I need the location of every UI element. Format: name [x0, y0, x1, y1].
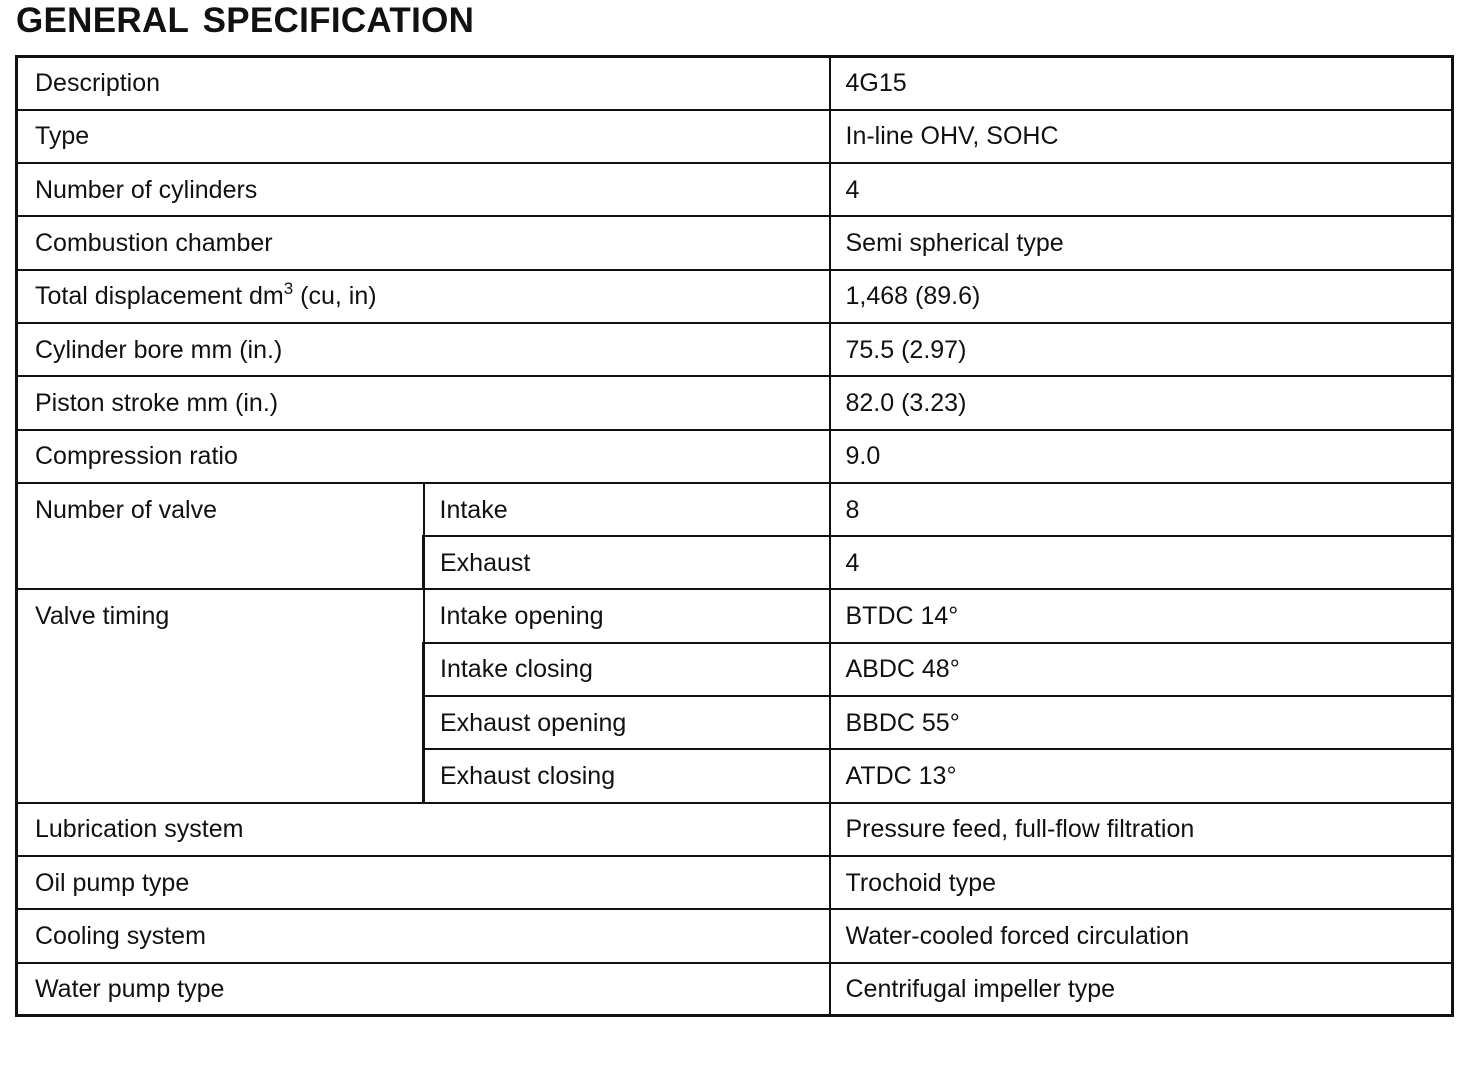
- row-label-water-pump: Water pump type: [17, 963, 830, 1016]
- row-label-stroke: Piston stroke mm (in.): [17, 376, 830, 429]
- sub-label-valves-intake: Intake: [424, 483, 830, 536]
- table-row: [17, 483, 1453, 536]
- table-row: [17, 909, 1453, 962]
- row-label-timing: Valve timing: [17, 589, 424, 802]
- table-row: [17, 57, 1453, 110]
- row-label-oil-pump: Oil pump type: [17, 856, 830, 909]
- row-label-valves: Number of valve: [17, 483, 424, 590]
- table-row: [17, 270, 1453, 323]
- sub-label-exhaust-closing: Exhaust closing: [424, 749, 830, 802]
- specification-table: [15, 55, 1454, 1017]
- row-value-type: In-line OHV, SOHC: [830, 110, 1453, 163]
- table-row: [17, 963, 1453, 1016]
- row-value-water-pump: Centrifugal impeller type: [830, 963, 1453, 1016]
- table-row: [17, 216, 1453, 269]
- row-value-valves-exhaust: 4: [830, 536, 1453, 589]
- row-value-lubrication: Pressure feed, full-flow filtration: [830, 803, 1453, 856]
- table-row: [17, 323, 1453, 376]
- table-row: [17, 856, 1453, 909]
- row-label-lubrication: Lubrication system: [17, 803, 830, 856]
- row-label-description: Description: [17, 57, 830, 110]
- row-label-combustion: Combustion chamber: [17, 216, 830, 269]
- sub-label-exhaust-opening: Exhaust opening: [424, 696, 830, 749]
- sub-label-intake-closing: Intake closing: [424, 643, 830, 696]
- row-value-exhaust-closing: ATDC 13°: [830, 749, 1453, 802]
- table-row: [17, 110, 1453, 163]
- row-value-compression: 9.0: [830, 430, 1453, 483]
- row-label-cylinders: Number of cylinders: [17, 163, 830, 216]
- table-row: [17, 430, 1453, 483]
- row-value-displacement: 1,468 (89.6): [830, 270, 1453, 323]
- displacement-label-text: Total displacement dm: [35, 282, 284, 311]
- row-value-exhaust-opening: BBDC 55°: [830, 696, 1453, 749]
- sub-label-valves-exhaust: Exhaust: [424, 536, 830, 589]
- table-row: [17, 589, 1453, 642]
- row-value-cooling: Water-cooled forced circulation: [830, 909, 1453, 962]
- displacement-label-unit: (cu, in): [293, 282, 377, 311]
- table-row: [17, 376, 1453, 429]
- row-label-bore: Cylinder bore mm (in.): [17, 323, 830, 376]
- row-value-combustion: Semi spherical type: [830, 216, 1453, 269]
- row-label-compression: Compression ratio: [17, 430, 830, 483]
- row-label-type: Type: [17, 110, 830, 163]
- table-row: [17, 163, 1453, 216]
- row-label-cooling: Cooling system: [17, 909, 830, 962]
- row-value-intake-closing: ABDC 48°: [830, 643, 1453, 696]
- row-value-cylinders: 4: [830, 163, 1453, 216]
- row-value-oil-pump: Trochoid type: [830, 856, 1453, 909]
- displacement-superscript: 3: [283, 279, 294, 298]
- table-row: [17, 803, 1453, 856]
- row-value-description: 4G15: [830, 57, 1453, 110]
- sub-label-intake-opening: Intake opening: [424, 589, 830, 642]
- row-value-valves-intake: 8: [830, 483, 1453, 536]
- row-value-stroke: 82.0 (3.23): [830, 376, 1453, 429]
- row-value-bore: 75.5 (2.97): [830, 323, 1453, 376]
- row-label-displacement: [17, 270, 830, 323]
- page-title: GENERAL SPECIFICATION: [16, 1, 475, 40]
- row-value-intake-opening: BTDC 14°: [830, 589, 1453, 642]
